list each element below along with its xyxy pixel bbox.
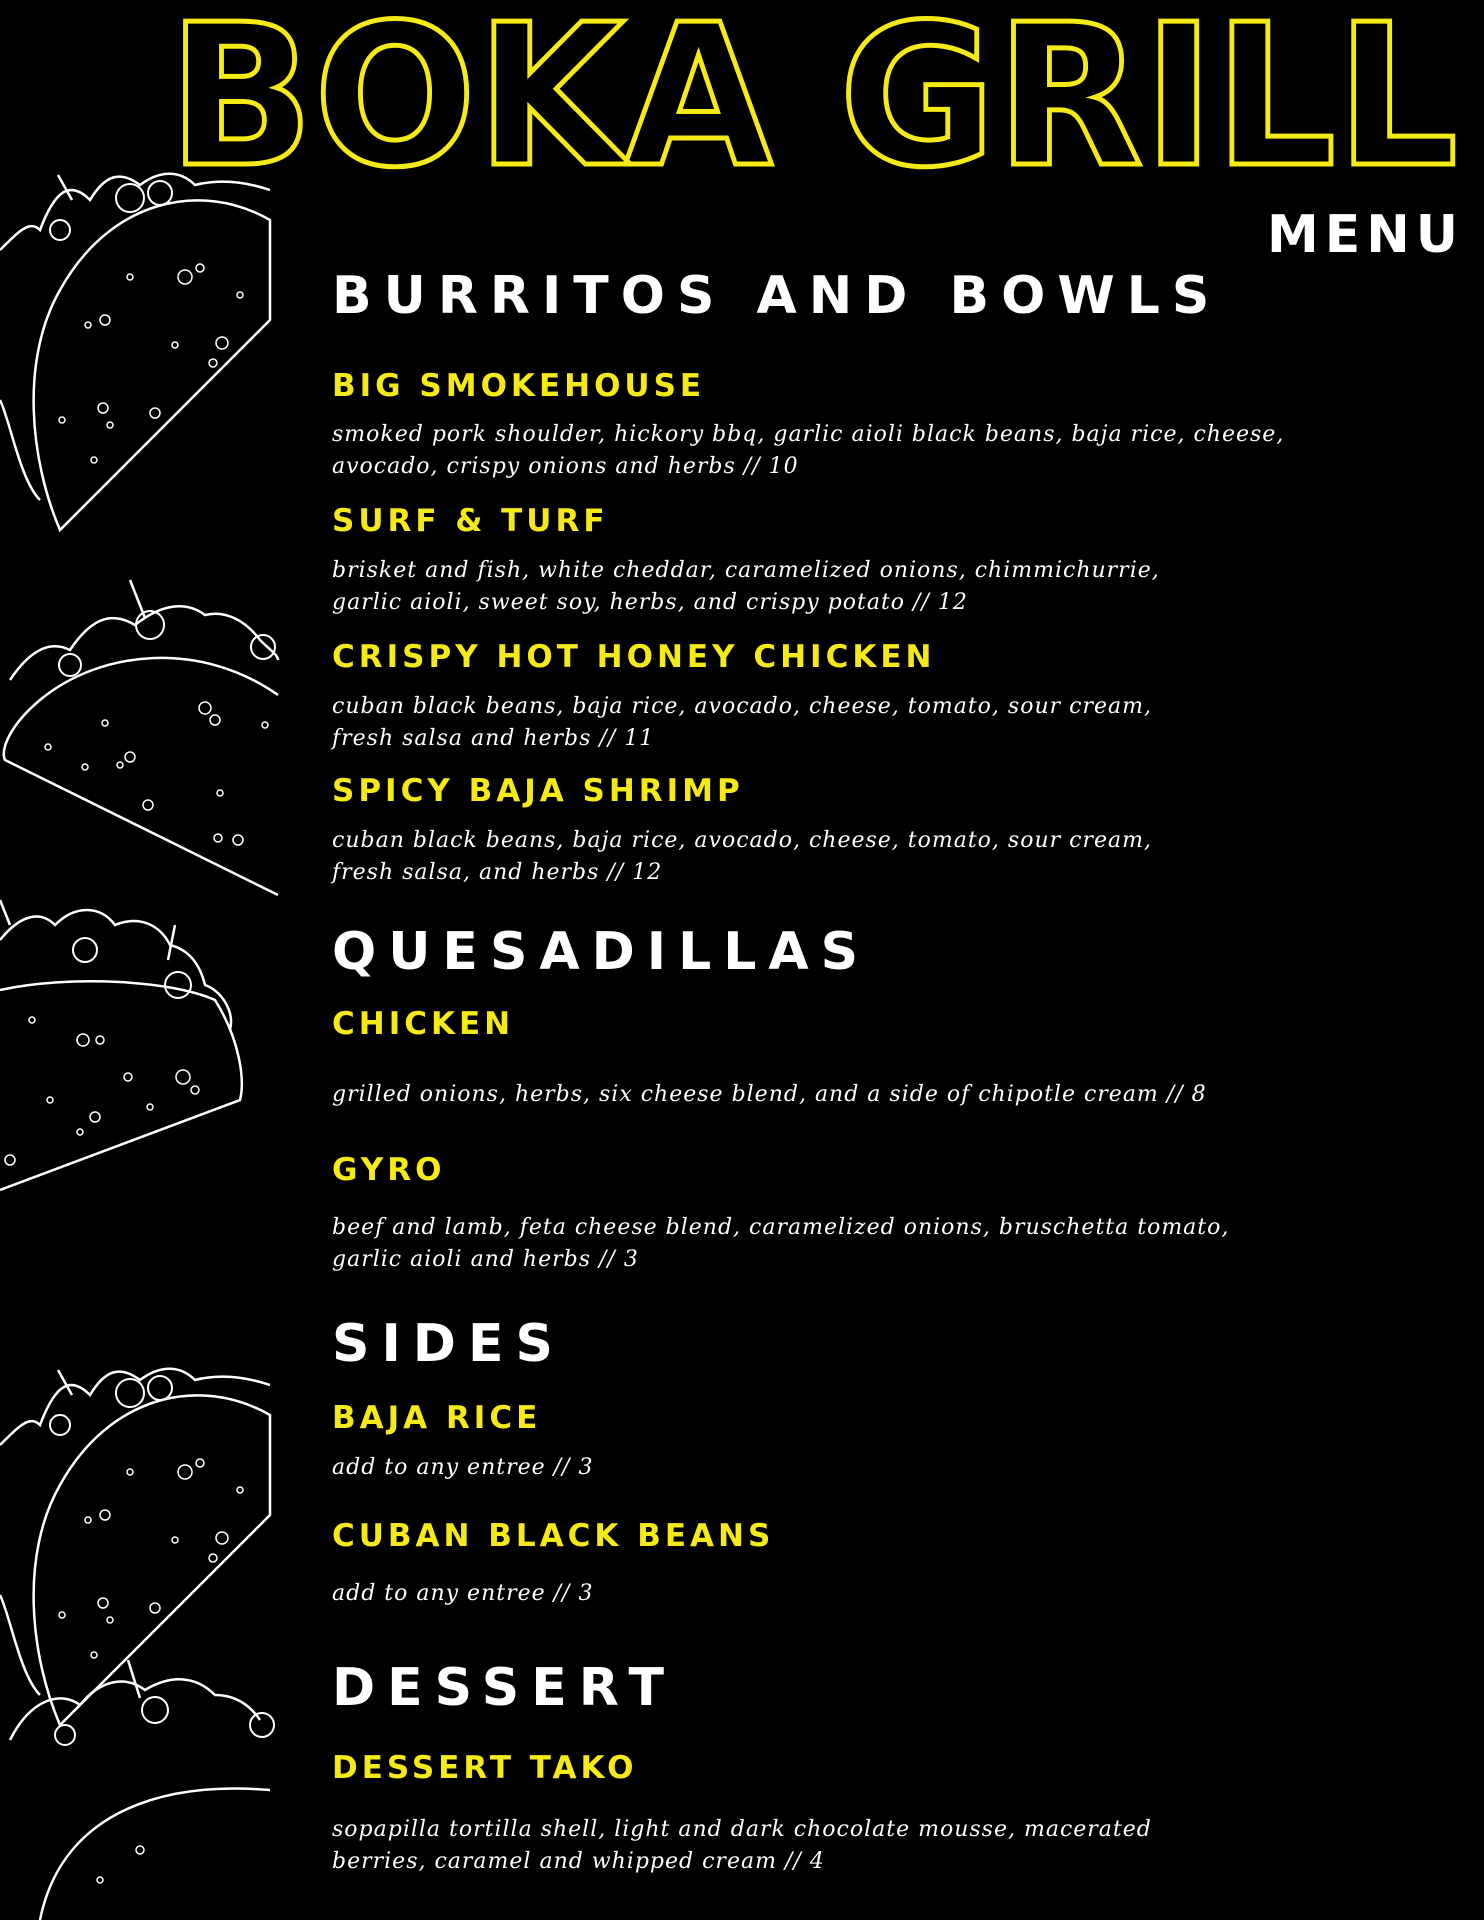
restaurant-name: BOKA GRILL (168, 0, 1458, 192)
item-name-cuban-black-beans: CUBAN BLACK BEANS (332, 1518, 775, 1554)
item-name-chicken: CHICKEN (332, 1006, 515, 1042)
section-title-dessert: DESSERT (332, 1658, 676, 1718)
item-description-chicken: grilled onions, herbs, six cheese blend, and a side of chipotle cream // 8 (332, 1082, 1207, 1107)
item-name-gyro: GYRO (332, 1152, 446, 1188)
item-description-gyro: beef and lamb, feta cheese blend, caramelized onions, bruschetta tomato, garlic aioli and herbs // 3 (332, 1215, 1230, 1272)
item-name-crispy-hot-honey-chicken: CRISPY HOT HONEY CHICKEN (332, 639, 936, 675)
section-title-quesadillas: QUESADILLAS (332, 922, 871, 982)
item-description-big-smokehouse: smoked pork shoulder, hickory bbq, garlic aioli black beans, baja rice, cheese, avocado, crispy onions and herbs // 10 (332, 422, 1285, 479)
item-name-dessert-tako: DESSERT TAKO (332, 1750, 638, 1786)
item-description-cuban-black-beans: add to any entree // 3 (332, 1581, 594, 1606)
item-name-surf-and-turf: SURF & TURF (332, 503, 609, 539)
item-name-big-smokehouse: BIG SMOKEHOUSE (332, 368, 706, 404)
item-description-surf-and-turf: brisket and fish, white cheddar, caramelized onions, chimmichurrie, garlic aioli, sweet soy, herbs, and crispy potato // 12 (332, 558, 1160, 615)
menu-label: MENU (1266, 205, 1464, 265)
item-description-spicy-baja-shrimp: cuban black beans, baja rice, avocado, cheese, tomato, sour cream, fresh salsa, and herbs // 12 (332, 828, 1152, 885)
item-description-baja-rice: add to any entree // 3 (332, 1455, 594, 1480)
item-name-baja-rice: BAJA RICE (332, 1400, 542, 1436)
item-description-crispy-hot-honey-chicken: cuban black beans, baja rice, avocado, cheese, tomato, sour cream, fresh salsa and herbs // 11 (332, 694, 1152, 751)
item-description-dessert-tako: sopapilla tortilla shell, light and dark chocolate mousse, macerated berries, caramel and whipped cream // 4 (332, 1817, 1152, 1874)
section-title-burritos-and-bowls: BURRITOS AND BOWLS (332, 266, 1222, 326)
item-name-spicy-baja-shrimp: SPICY BAJA SHRIMP (332, 773, 744, 809)
section-title-sides: SIDES (332, 1314, 565, 1374)
